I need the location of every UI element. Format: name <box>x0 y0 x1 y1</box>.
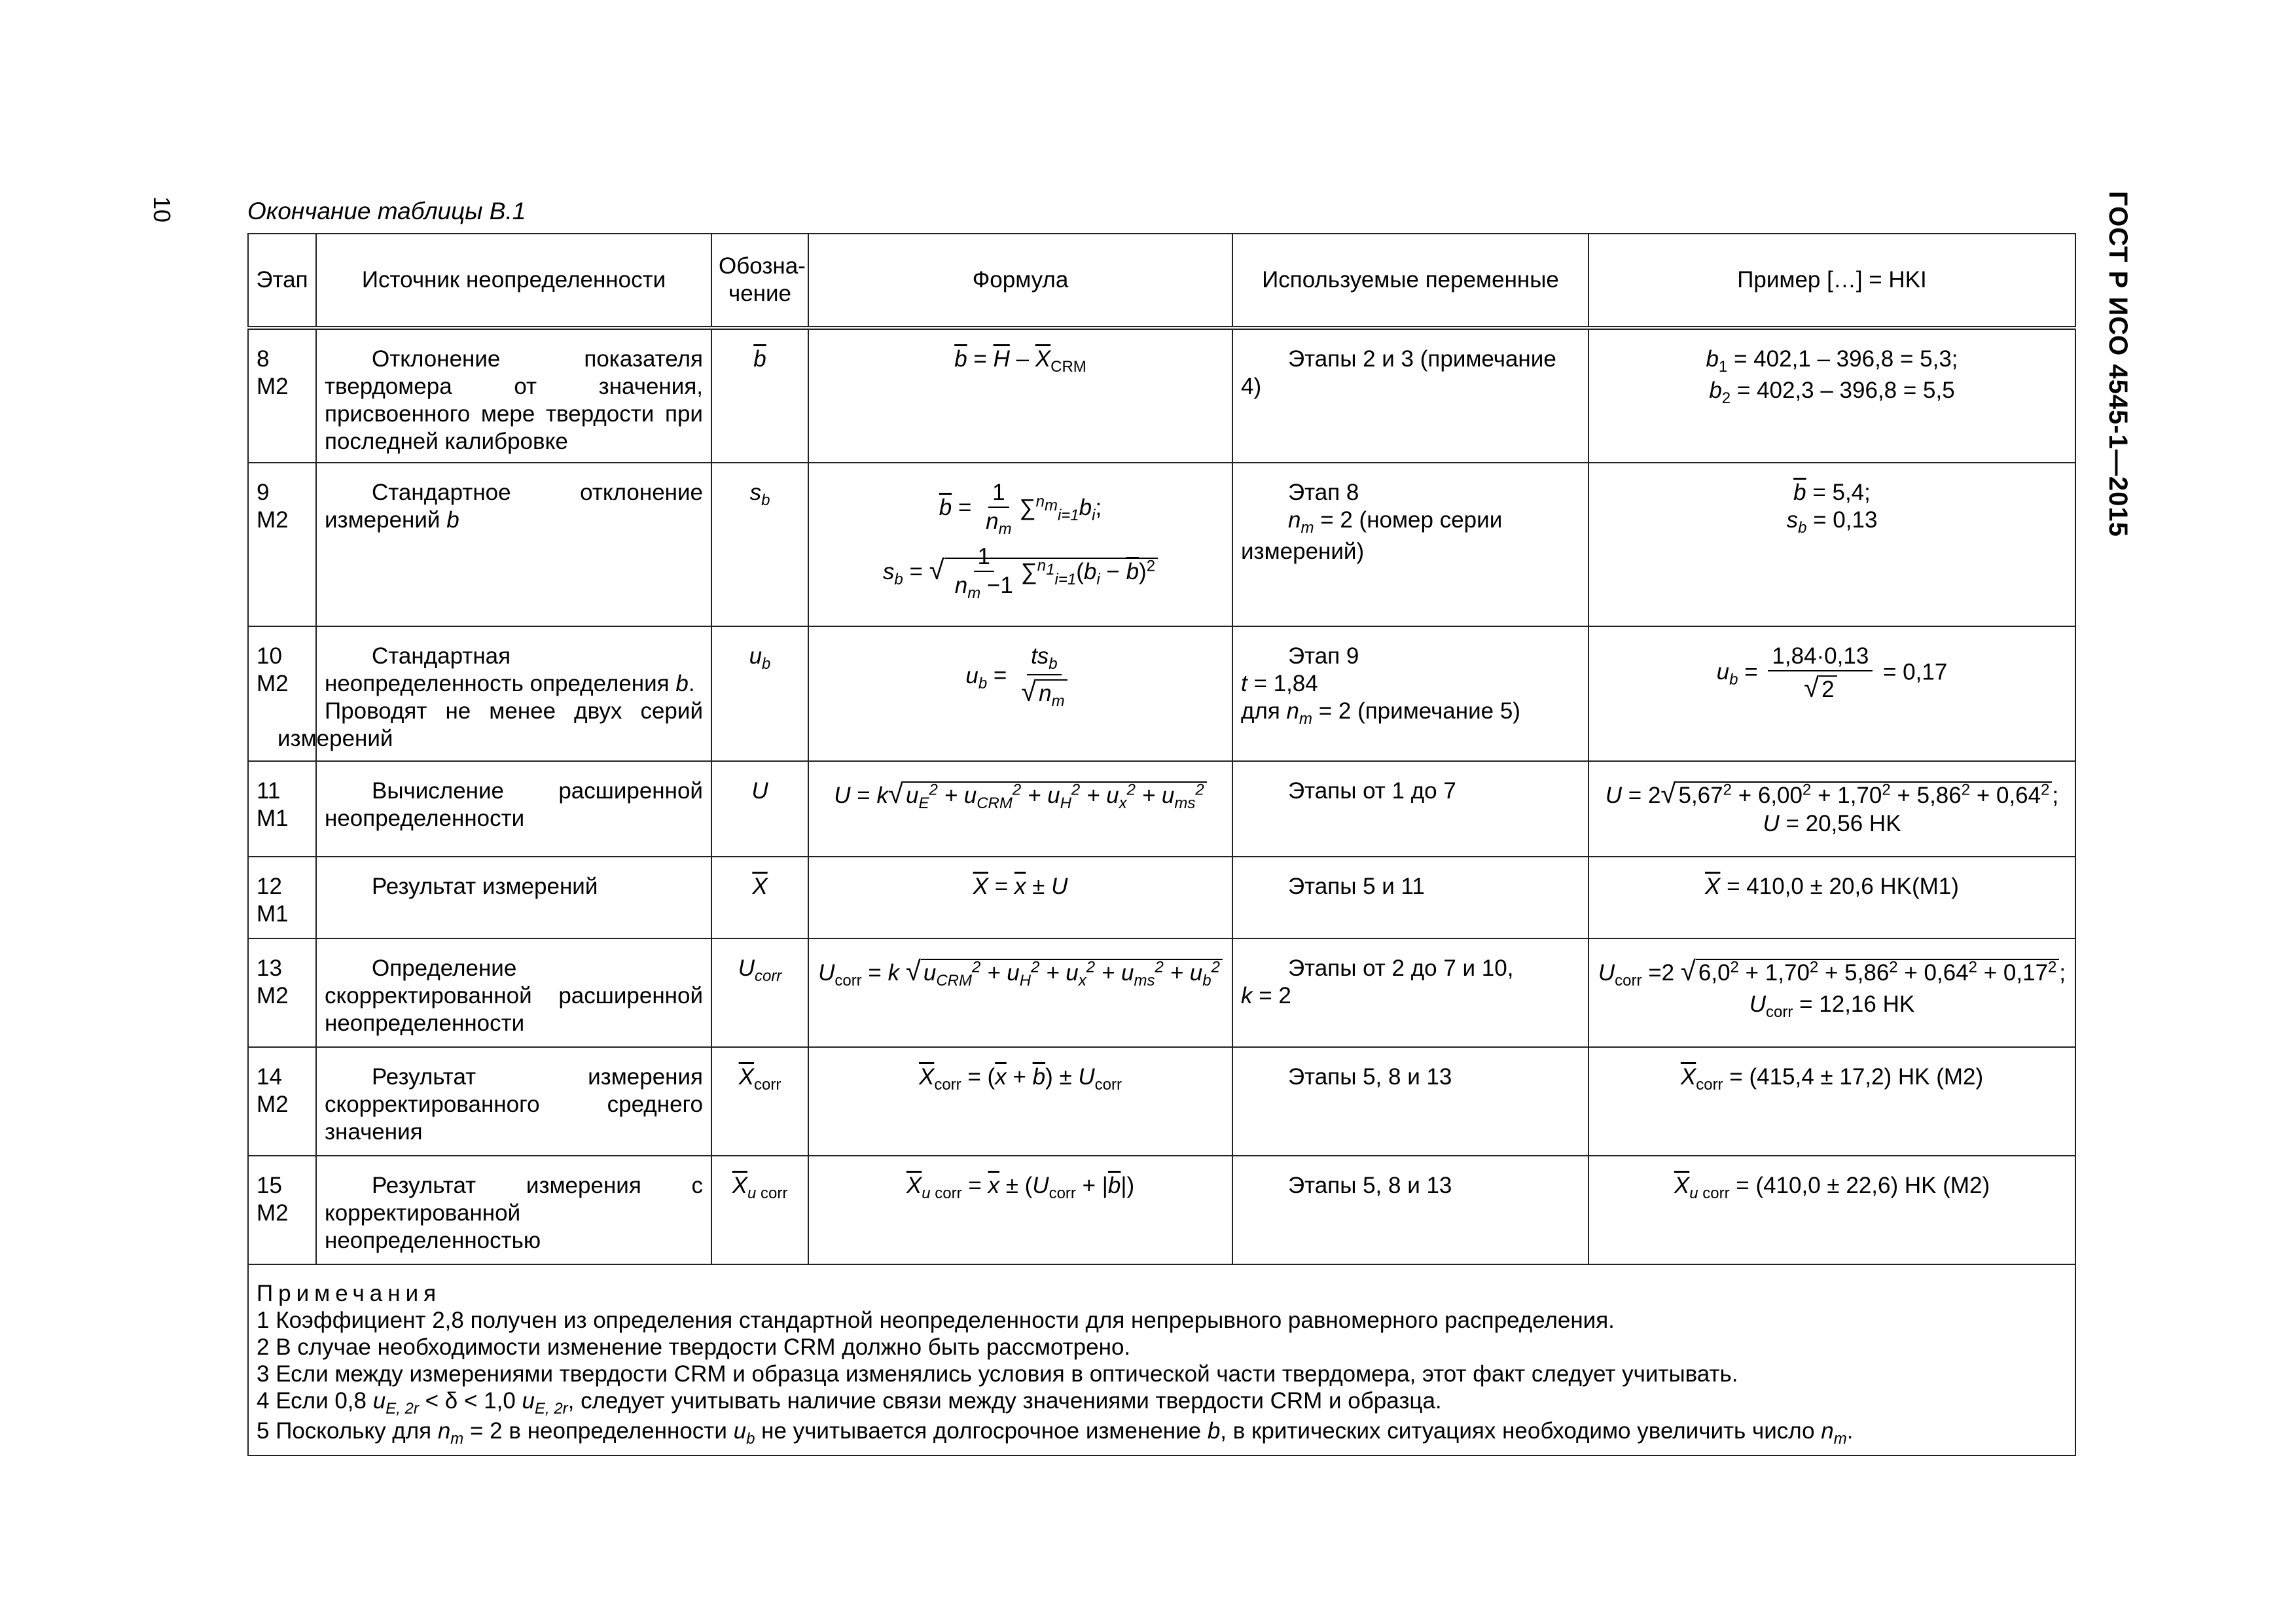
notes-title: Примечания <box>257 1281 442 1306</box>
source-cell: Результат измерений <box>316 857 711 938</box>
table-row <box>248 857 2075 938</box>
formula-cell: $u_b$ = $\frac{ts_b}{√ n_m}$ <box>808 626 1232 761</box>
notes-row <box>248 1264 2075 1455</box>
symbol-cell: $\overline{X}$ <box>711 857 808 938</box>
table-row <box>248 1047 2075 1156</box>
source-cell: Результат измерения скорректированного среднего значения <box>316 1047 711 1156</box>
formula-cell: $\overline{X} = \overline{x} \pm U$ <box>808 857 1232 938</box>
source-cell: Отклонение показателя твердомера от значения, присвоенного мере твердости при последней калибровке <box>316 328 711 463</box>
stage-cell: 13 М2 <box>248 938 316 1047</box>
formula-cell: $\overline{b} = \overline{H} - \overline{X}_{CRM}$ <box>808 328 1232 463</box>
table-row <box>248 938 2075 1047</box>
standard-code: ГОСТ Р ИСО 4545-1—2015 <box>2104 191 2132 537</box>
stage-cell: 15 М2 <box>248 1156 316 1264</box>
vars-cell: Этапы 5, 8 и 13 <box>1232 1047 1588 1156</box>
source-cell: Определение скорректированной расширенной неопределенности <box>316 938 711 1047</box>
formula-cell: $U_{corr} = k$ √ $u_{CRM}^2 + u_H^2 + u_x^2 + u_{ms}^2 + u_b^2$ <box>808 938 1232 1047</box>
source-cell: Вычисление расширенной неопределенности <box>316 761 711 857</box>
page-number: 10 <box>149 196 175 223</box>
vars-cell: Этапы от 2 до 7 и 10, k = 2 <box>1232 938 1588 1047</box>
formula-cell: U = k√ $u_E^2 + u_{CRM}^2 + u_H^2 + u_x^2 + u_{ms}^2$ <box>808 761 1232 857</box>
header-example: Пример […] = HKI <box>1588 234 2075 328</box>
stage-cell: 9 М2 <box>248 463 316 626</box>
stage-cell: 14 М2 <box>248 1047 316 1156</box>
vars-cell: Этапы от 1 до 7 <box>1232 761 1588 857</box>
header-symbol: Обозна-чение <box>711 234 808 328</box>
stage-cell: 10 М2 <box>248 626 316 761</box>
vars-cell: Этапы 5 и 11 <box>1232 857 1588 938</box>
symbol-cell: $\overline{X}_{u corr}$ <box>711 1156 808 1264</box>
vars-cell: Этап 8 $n_m = 2$ (номер серии измерений) <box>1232 463 1588 626</box>
stage-cell: 12 М1 <box>248 857 316 938</box>
symbol-cell: $s_b$ <box>711 463 808 626</box>
uncertainty-table <box>247 233 2076 1456</box>
table-row <box>248 1156 2075 1264</box>
formula-cell: $\overline{X}_{corr} = (\overline{x} + \overline{b}) \pm U_{corr}$ <box>808 1047 1232 1156</box>
example-cell: U = 2√ $5,67^2 + 6,00^2 + 1,70^2 + 5,86^2 + 0,64^2$ ; U = 20,56 HK <box>1588 761 2075 857</box>
table-row <box>248 626 2075 761</box>
source-cell: Результат измерения с корректированной неопределенностью <box>316 1156 711 1264</box>
example-cell: $\overline{b} = 5,4$; $s_b = 0,13$ <box>1588 463 2075 626</box>
table-row <box>248 761 2075 857</box>
table-caption: Окончание таблицы В.1 <box>247 198 526 224</box>
note-item: 4 Если 0,8 $u_{E, 2r} < \delta < 1,0$ $u_{E, 2r}$, следует учитывать наличие связи между значениями твердости CRM и образца. <box>257 1387 1442 1418</box>
vars-cell: Этапы 5, 8 и 13 <box>1232 1156 1588 1264</box>
header-vars: Используемые переменные <box>1232 234 1588 328</box>
vars-cell: Этапы 2 и 3 (примечание 4) <box>1232 328 1588 463</box>
example-cell: $\overline{X}_{corr} = (415,4 \pm 17,2)$ HK (M2) <box>1588 1047 2075 1156</box>
example-cell: $U_{corr} =2$ √ $6,0^2 + 1,70^2 + 5,86^2 + 0,64^2 + 0,17^2$ ; $U_{corr} = 12,16$ HK <box>1588 938 2075 1047</box>
vars-cell: Этап 9 t = 1,84 для $n_m = 2$ (примечание 5) <box>1232 626 1588 761</box>
source-cell: Стандартная неопределенность определения b. Проводят не менее двух серий измерений <box>316 626 711 761</box>
note-item: 3 Если между измерениями твердости CRM и образца изменялись условия в оптической части твердомера, этот факт следует учитывать. <box>257 1361 1738 1387</box>
symbol-cell: $u_b$ <box>711 626 808 761</box>
notes-cell <box>248 1264 2075 1455</box>
note-item: 5 Поскольку для $n_m = 2$ в неопределенности $u_b$ не учитывается долгосрочное изменение b, в критических ситуациях необходимо увеличить число $n_m$. <box>257 1418 1854 1448</box>
symbol-cell: U <box>711 761 808 857</box>
header-source: Источник неопределенности <box>316 234 711 328</box>
table-row <box>248 463 2075 626</box>
stage-cell: 11 М1 <box>248 761 316 857</box>
table-header-row <box>248 234 2075 328</box>
header-formula: Формула <box>808 234 1232 328</box>
note-item: 1 Коэффициент 2,8 получен из определения стандартной неопределенности для непрерывного равномерного распределения. <box>257 1307 1615 1333</box>
symbol-cell: $\overline{b}$ <box>711 328 808 463</box>
source-cell: Стандартное отклонение измерений b <box>316 463 711 626</box>
stage-cell: 8 М2 <box>248 328 316 463</box>
example-cell: $\overline{X} = 410,0 \pm 20,6$ HK(M1) <box>1588 857 2075 938</box>
formula-cell: $\overline{X}_{u corr} = \overline{x} \pm (U_{corr} + |\overline{b}|)$ <box>808 1156 1232 1264</box>
example-cell: $b_1 = 402,1 - 396,8 = 5,3$; $b_2 = 402,3 - 396,8 = 5,5$ <box>1588 328 2075 463</box>
formula-cell: $\overline{b}$ = $\frac{1}{n_m}$ $\sum^{n_m}_{i=1}b_i$; $s_b$ = √ $\frac{1}{n_m -1}$ $\sum^{n_1}_{i=1}(b_i - \overline{b})^2$ <box>808 463 1232 626</box>
header-stage: Этап <box>248 234 316 328</box>
example-cell: $u_b$ = $\frac{1,84\cdot 0,13}{√ 2}$ = 0,17 <box>1588 626 2075 761</box>
symbol-cell: $\overline{X}_{corr}$ <box>711 1047 808 1156</box>
table-row <box>248 328 2075 463</box>
note-item: 2 В случае необходимости изменение твердости CRM должно быть рассмотрено. <box>257 1334 1131 1360</box>
symbol-cell: $U_{corr}$ <box>711 938 808 1047</box>
example-cell: $\overline{X}_{u corr} = (410,0 \pm 22,6)$ HK (M2) <box>1588 1156 2075 1264</box>
